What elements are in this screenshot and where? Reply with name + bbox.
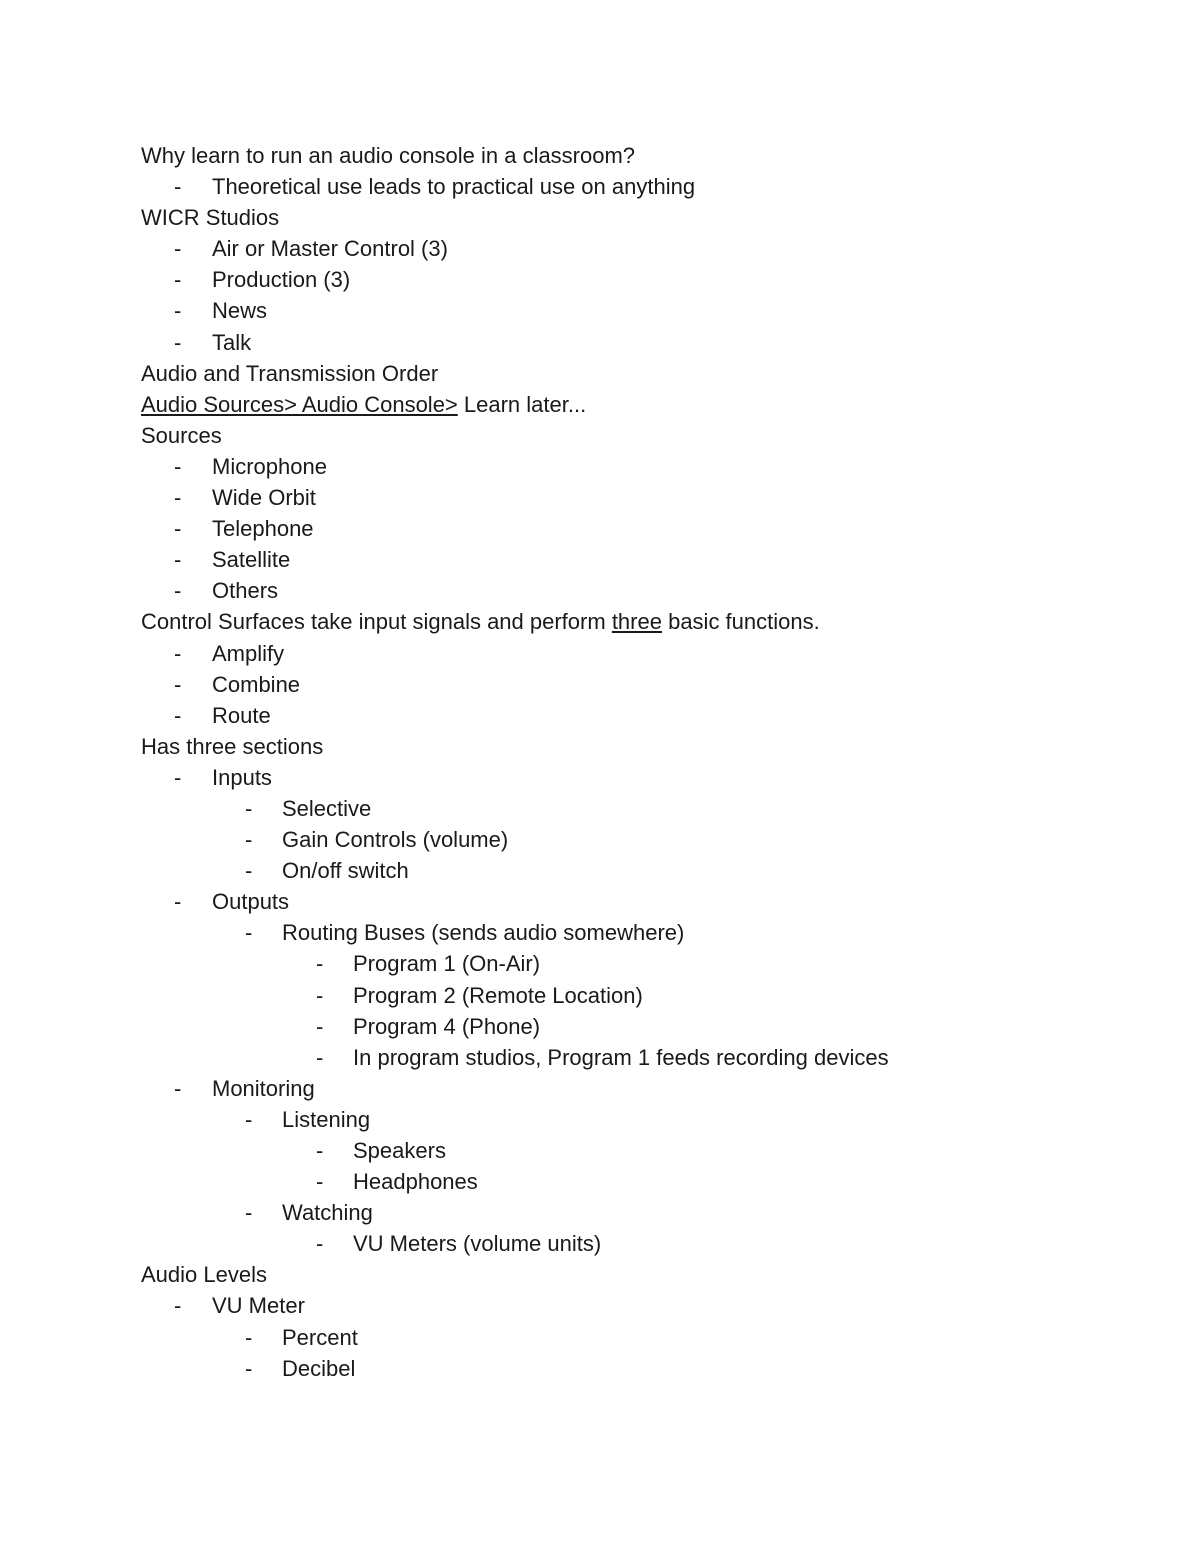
line-text: Program 2 (Remote Location) xyxy=(353,982,643,1008)
line-text: VU Meter xyxy=(212,1293,305,1319)
underlined-text: three xyxy=(611,609,662,635)
underlined-text: Audio Sources> Audio Console> xyxy=(141,391,458,417)
heading-line xyxy=(141,140,1141,171)
bullet-dash: - xyxy=(174,516,182,542)
line-text: Telephone xyxy=(212,516,314,542)
line-text: Combine xyxy=(212,671,301,697)
line-text: Why learn to run an audio console in a classroom? xyxy=(141,143,636,168)
bullet-item xyxy=(141,948,1141,979)
line-text: Learn later... xyxy=(457,391,587,417)
line-text: Selective xyxy=(282,795,372,821)
bullet-item xyxy=(141,638,1141,669)
bullet-item xyxy=(141,1073,1141,1104)
bullet-dash: - xyxy=(174,236,182,262)
bullet-dash: - xyxy=(174,174,182,200)
line-text: VU Meters (volume units) xyxy=(353,1231,602,1257)
bullet-item xyxy=(141,917,1141,948)
bullet-dash: - xyxy=(174,889,182,915)
heading-line xyxy=(141,389,1141,420)
line-text: Routing Buses (sends audio somewhere) xyxy=(282,920,685,946)
line-text: Route xyxy=(212,702,271,728)
bullet-item xyxy=(141,886,1141,917)
bullet-item xyxy=(141,295,1141,326)
bullet-item xyxy=(141,855,1141,886)
bullet-dash: - xyxy=(245,1106,253,1132)
line-text: Amplify xyxy=(212,640,285,666)
bullet-item xyxy=(141,1135,1141,1166)
bullet-dash: - xyxy=(245,1355,253,1381)
bullet-item xyxy=(141,171,1141,202)
bullet-item xyxy=(141,1353,1141,1384)
bullet-dash: - xyxy=(174,671,182,697)
bullet-dash: - xyxy=(245,1200,253,1226)
bullet-item xyxy=(141,669,1141,700)
bullet-dash: - xyxy=(316,1013,324,1039)
bullet-dash: - xyxy=(174,453,182,479)
bullet-dash: - xyxy=(174,578,182,604)
bullet-dash: - xyxy=(174,298,182,324)
bullet-dash: - xyxy=(316,1138,324,1163)
bullet-dash: - xyxy=(174,267,182,293)
bullet-dash: - xyxy=(316,1044,324,1070)
line-text: Microphone xyxy=(212,453,327,479)
line-text: Production (3) xyxy=(212,267,351,293)
line-text: Has three sections xyxy=(141,733,324,759)
heading-line xyxy=(141,606,1141,637)
line-text: Program 1 (On-Air) xyxy=(353,951,541,977)
bullet-dash: - xyxy=(316,1169,324,1195)
bullet-item xyxy=(141,327,1141,358)
bullet-item xyxy=(141,980,1141,1011)
bullet-item xyxy=(141,1228,1141,1259)
bullet-item xyxy=(141,824,1141,855)
line-text: Headphones xyxy=(353,1169,478,1195)
bullet-dash: - xyxy=(174,485,182,511)
bullet-item xyxy=(141,1011,1141,1042)
line-text: Gain Controls (volume) xyxy=(282,827,509,853)
bullet-dash: - xyxy=(245,920,253,946)
bullet-item xyxy=(141,264,1141,295)
heading-line xyxy=(141,1259,1141,1290)
line-text: Satellite xyxy=(212,547,291,573)
line-text: On/off switch xyxy=(282,858,409,884)
bullet-item xyxy=(141,544,1141,575)
bullet-item xyxy=(141,513,1141,544)
bullet-item xyxy=(141,482,1141,513)
bullet-dash: - xyxy=(174,329,182,355)
bullet-item xyxy=(141,575,1141,606)
line-text: Others xyxy=(212,578,279,604)
bullet-item xyxy=(141,233,1141,264)
bullet-item xyxy=(141,793,1141,824)
bullet-item xyxy=(141,1197,1141,1228)
bullet-item xyxy=(141,1042,1141,1073)
line-text: Theoretical use leads to practical use on anything xyxy=(212,174,696,200)
heading-line xyxy=(141,202,1141,233)
line-text: Audio and Transmission Order xyxy=(141,360,439,386)
line-text: Decibel xyxy=(282,1355,356,1381)
line-text: Program 4 (Phone) xyxy=(353,1013,541,1039)
bullet-dash: - xyxy=(245,827,253,853)
line-text: Audio Levels xyxy=(141,1262,267,1288)
heading-line xyxy=(141,731,1141,762)
bullet-item xyxy=(141,1104,1141,1135)
bullet-item xyxy=(141,700,1141,731)
heading-line xyxy=(141,358,1141,389)
heading-line xyxy=(141,420,1141,451)
bullet-dash: - xyxy=(245,858,253,884)
bullet-item xyxy=(141,762,1141,793)
line-text: Percent xyxy=(282,1324,358,1350)
line-text: Speakers xyxy=(353,1138,446,1163)
line-text: Watching xyxy=(282,1200,373,1226)
bullet-dash: - xyxy=(174,1293,182,1319)
line-text: Control Surfaces take input signals and perform xyxy=(141,609,612,635)
bullet-item xyxy=(141,1322,1141,1353)
bullet-dash: - xyxy=(245,1324,253,1350)
line-text: WICR Studios xyxy=(141,205,280,231)
document-body xyxy=(141,140,1141,1384)
bullet-dash: - xyxy=(174,547,182,573)
bullet-dash: - xyxy=(174,1075,182,1101)
bullet-dash: - xyxy=(174,702,182,728)
bullet-dash: - xyxy=(316,982,324,1008)
line-text: Sources xyxy=(141,422,222,448)
line-text: Talk xyxy=(212,329,252,355)
line-text: Inputs xyxy=(212,764,272,790)
bullet-dash: - xyxy=(316,1231,324,1257)
line-text: Wide Orbit xyxy=(212,485,316,511)
line-text: basic functions. xyxy=(661,609,820,635)
bullet-dash: - xyxy=(174,640,182,666)
line-text: News xyxy=(212,298,268,324)
line-text: Air or Master Control (3) xyxy=(212,236,448,262)
line-text: Outputs xyxy=(212,889,290,915)
bullet-item xyxy=(141,1166,1141,1197)
line-text: Listening xyxy=(282,1106,371,1132)
line-text: In program studios, Program 1 feeds recording devices xyxy=(353,1044,889,1070)
line-text: Monitoring xyxy=(212,1075,315,1101)
bullet-dash: - xyxy=(174,764,182,790)
bullet-dash: - xyxy=(245,795,253,821)
bullet-item xyxy=(141,451,1141,482)
bullet-dash: - xyxy=(316,951,324,977)
bullet-item xyxy=(141,1290,1141,1321)
